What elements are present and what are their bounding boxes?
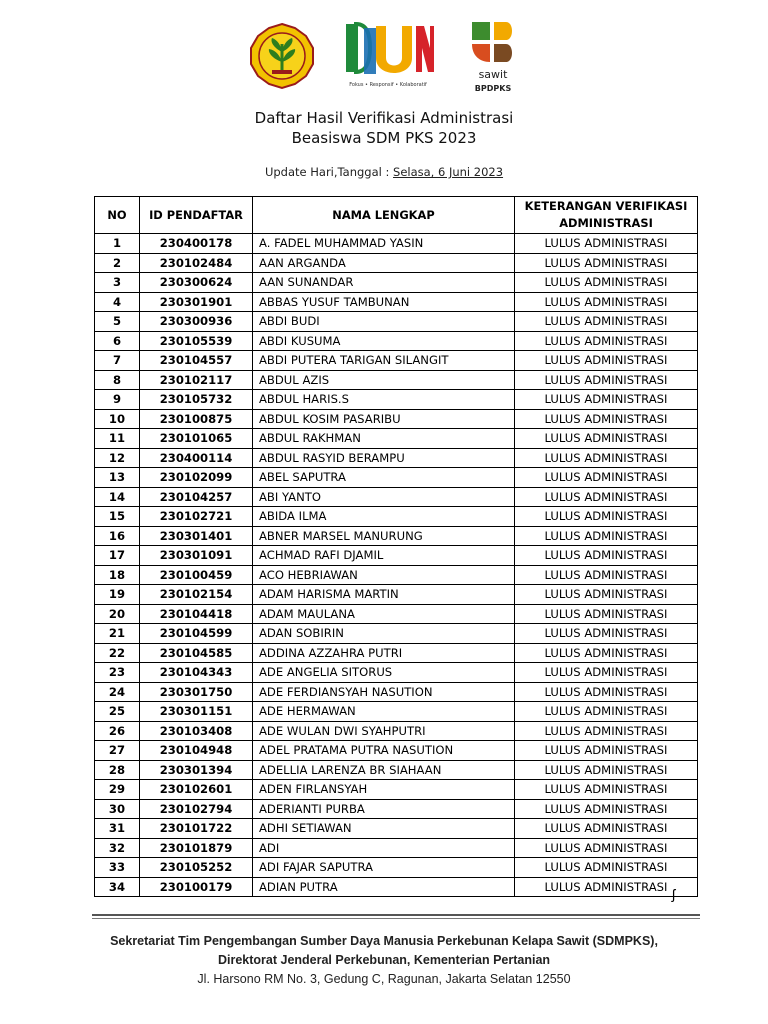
table-row <box>95 370 698 390</box>
row-name: ABEL SAPUTRA <box>253 468 515 488</box>
row-id: 230301401 <box>140 526 253 546</box>
row-keterangan: LULUS ADMINISTRASI <box>515 546 698 566</box>
row-keterangan: LULUS ADMINISTRASI <box>515 838 698 858</box>
table-row <box>95 234 698 254</box>
table-row <box>95 624 698 644</box>
row-no: 29 <box>95 780 140 800</box>
row-keterangan: LULUS ADMINISTRASI <box>515 702 698 722</box>
table-row <box>95 702 698 722</box>
row-id: 230400114 <box>140 448 253 468</box>
footer-line-1: Sekretariat Tim Pengembangan Sumber Daya Manusia Perkebunan Kelapa Sawit (SDMPKS), <box>110 934 658 948</box>
row-id: 230102484 <box>140 253 253 273</box>
row-name: ADE WULAN DWI SYAHPUTRI <box>253 721 515 741</box>
row-name: ADHI SETIAWAN <box>253 819 515 839</box>
header-no: NO <box>95 197 140 234</box>
footer-divider-thin <box>92 918 700 919</box>
row-name: ADIAN PUTRA <box>253 877 515 897</box>
row-id: 230100179 <box>140 877 253 897</box>
row-id: 230400178 <box>140 234 253 254</box>
row-no: 25 <box>95 702 140 722</box>
row-no: 14 <box>95 487 140 507</box>
row-id: 230104343 <box>140 663 253 683</box>
row-no: 30 <box>95 799 140 819</box>
table-row <box>95 585 698 605</box>
row-no: 8 <box>95 370 140 390</box>
row-no: 33 <box>95 858 140 878</box>
row-keterangan: LULUS ADMINISTRASI <box>515 565 698 585</box>
row-keterangan: LULUS ADMINISTRASI <box>515 234 698 254</box>
row-keterangan: LULUS ADMINISTRASI <box>515 877 698 897</box>
update-info <box>0 165 768 179</box>
row-no: 11 <box>95 429 140 449</box>
row-name: ADDINA AZZAHRA PUTRI <box>253 643 515 663</box>
row-keterangan: LULUS ADMINISTRASI <box>515 351 698 371</box>
row-id: 230102601 <box>140 780 253 800</box>
footer-address: Jl. Harsono RM No. 3, Gedung C, Ragunan, Jakarta Selatan 12550 <box>197 972 571 986</box>
table-row <box>95 565 698 585</box>
row-id: 230101879 <box>140 838 253 858</box>
ditjenbun-logo <box>342 18 434 98</box>
row-id: 230104585 <box>140 643 253 663</box>
header-keterangan <box>515 197 698 234</box>
row-name: ABDUL AZIS <box>253 370 515 390</box>
row-name: ABDUL RASYID BERAMPU <box>253 448 515 468</box>
table-row <box>95 663 698 683</box>
row-name: ADI <box>253 838 515 858</box>
row-name: ADAM MAULANA <box>253 604 515 624</box>
row-name: ABDI PUTERA TARIGAN SILANGIT <box>253 351 515 371</box>
row-name: ABBAS YUSUF TAMBUNAN <box>253 292 515 312</box>
row-keterangan: LULUS ADMINISTRASI <box>515 663 698 683</box>
row-no: 26 <box>95 721 140 741</box>
table-header-row <box>95 197 698 234</box>
table-row <box>95 799 698 819</box>
row-keterangan: LULUS ADMINISTRASI <box>515 390 698 410</box>
header-keterangan-line-2: ADMINISTRASI <box>559 216 653 230</box>
footer-divider <box>92 914 700 916</box>
row-no: 17 <box>95 546 140 566</box>
row-name: ACHMAD RAFI DJAMIL <box>253 546 515 566</box>
table-row <box>95 429 698 449</box>
table-row <box>95 273 698 293</box>
table-row <box>95 741 698 761</box>
row-keterangan: LULUS ADMINISTRASI <box>515 819 698 839</box>
row-id: 230100875 <box>140 409 253 429</box>
row-name: ADI FAJAR SAPUTRA <box>253 858 515 878</box>
row-keterangan: LULUS ADMINISTRASI <box>515 468 698 488</box>
table-row <box>95 858 698 878</box>
row-name: ADE HERMAWAN <box>253 702 515 722</box>
table-row <box>95 292 698 312</box>
table-row <box>95 526 698 546</box>
row-id: 230104257 <box>140 487 253 507</box>
document-title <box>0 108 768 148</box>
row-keterangan: LULUS ADMINISTRASI <box>515 624 698 644</box>
row-no: 19 <box>95 585 140 605</box>
row-name: AAN ARGANDA <box>253 253 515 273</box>
row-id: 230104418 <box>140 604 253 624</box>
row-id: 230101722 <box>140 819 253 839</box>
row-id: 230301091 <box>140 546 253 566</box>
row-no: 22 <box>95 643 140 663</box>
row-keterangan: LULUS ADMINISTRASI <box>515 409 698 429</box>
row-no: 20 <box>95 604 140 624</box>
row-keterangan: LULUS ADMINISTRASI <box>515 507 698 527</box>
row-keterangan: LULUS ADMINISTRASI <box>515 643 698 663</box>
table-row <box>95 390 698 410</box>
row-keterangan: LULUS ADMINISTRASI <box>515 799 698 819</box>
row-no: 23 <box>95 663 140 683</box>
row-keterangan: LULUS ADMINISTRASI <box>515 721 698 741</box>
row-keterangan: LULUS ADMINISTRASI <box>515 312 698 332</box>
row-name: ADE FERDIANSYAH NASUTION <box>253 682 515 702</box>
row-no: 28 <box>95 760 140 780</box>
row-name: ADAN SOBIRIN <box>253 624 515 644</box>
row-name: ADE ANGELIA SITORUS <box>253 663 515 683</box>
row-name: ADEL PRATAMA PUTRA NASUTION <box>253 741 515 761</box>
row-id: 230101065 <box>140 429 253 449</box>
row-keterangan: LULUS ADMINISTRASI <box>515 585 698 605</box>
table-row <box>95 409 698 429</box>
row-id: 230104557 <box>140 351 253 371</box>
table-row <box>95 877 698 897</box>
title-line-2: Beasiswa SDM PKS 2023 <box>291 129 477 147</box>
row-keterangan: LULUS ADMINISTRASI <box>515 253 698 273</box>
row-id: 230300936 <box>140 312 253 332</box>
table-body <box>95 234 698 897</box>
header-logos <box>0 18 768 93</box>
table-row <box>95 721 698 741</box>
row-id: 230102721 <box>140 507 253 527</box>
signature-mark: ʃ <box>672 886 676 902</box>
row-name: ABDUL RAKHMAN <box>253 429 515 449</box>
row-name: ACO HEBRIAWAN <box>253 565 515 585</box>
row-no: 32 <box>95 838 140 858</box>
row-id: 230105539 <box>140 331 253 351</box>
row-id: 230100459 <box>140 565 253 585</box>
row-name: ABDUL KOSIM PASARIBU <box>253 409 515 429</box>
row-id: 230105732 <box>140 390 253 410</box>
row-keterangan: LULUS ADMINISTRASI <box>515 682 698 702</box>
row-id: 230102154 <box>140 585 253 605</box>
table-row <box>95 507 698 527</box>
row-name: ADEN FIRLANSYAH <box>253 780 515 800</box>
table-row <box>95 760 698 780</box>
header-keterangan-line-1: KETERANGAN VERIFIKASI <box>524 199 688 213</box>
row-id: 230103408 <box>140 721 253 741</box>
row-name: ADELLIA LARENZA BR SIAHAAN <box>253 760 515 780</box>
row-keterangan: LULUS ADMINISTRASI <box>515 760 698 780</box>
table-row <box>95 546 698 566</box>
kementan-logo <box>248 22 316 90</box>
row-no: 12 <box>95 448 140 468</box>
header-name: NAMA LENGKAP <box>253 197 515 234</box>
row-no: 31 <box>95 819 140 839</box>
row-id: 230102117 <box>140 370 253 390</box>
row-no: 24 <box>95 682 140 702</box>
table-row <box>95 312 698 332</box>
row-keterangan: LULUS ADMINISTRASI <box>515 780 698 800</box>
title-line-1: Daftar Hasil Verifikasi Administrasi <box>254 109 514 127</box>
row-no: 7 <box>95 351 140 371</box>
row-no: 10 <box>95 409 140 429</box>
row-id: 230104599 <box>140 624 253 644</box>
footer-line-2: Direktorat Jenderal Perkebunan, Kementerian Pertanian <box>217 953 551 967</box>
row-id: 230102794 <box>140 799 253 819</box>
table-row <box>95 468 698 488</box>
row-no: 9 <box>95 390 140 410</box>
update-date: Selasa, 6 Juni 2023 <box>393 165 504 179</box>
row-no: 3 <box>95 273 140 293</box>
row-no: 5 <box>95 312 140 332</box>
table-row <box>95 643 698 663</box>
row-keterangan: LULUS ADMINISTRASI <box>515 448 698 468</box>
row-keterangan: LULUS ADMINISTRASI <box>515 331 698 351</box>
row-name: ABNER MARSEL MANURUNG <box>253 526 515 546</box>
row-keterangan: LULUS ADMINISTRASI <box>515 526 698 546</box>
row-keterangan: LULUS ADMINISTRASI <box>515 292 698 312</box>
row-name: ABDUL HARIS.S <box>253 390 515 410</box>
row-id: 230301750 <box>140 682 253 702</box>
ditjenbun-tagline: Fokus • Responsif • Kolaboratif <box>349 82 427 88</box>
table-row <box>95 838 698 858</box>
table-row <box>95 448 698 468</box>
row-no: 13 <box>95 468 140 488</box>
row-keterangan: LULUS ADMINISTRASI <box>515 370 698 390</box>
row-name: ABIDA ILMA <box>253 507 515 527</box>
row-no: 34 <box>95 877 140 897</box>
row-keterangan: LULUS ADMINISTRASI <box>515 858 698 878</box>
table-row <box>95 331 698 351</box>
row-name: A. FADEL MUHAMMAD YASIN <box>253 234 515 254</box>
row-id: 230300624 <box>140 273 253 293</box>
row-id: 230105252 <box>140 858 253 878</box>
table-row <box>95 819 698 839</box>
row-name: ABDI KUSUMA <box>253 331 515 351</box>
table-row <box>95 682 698 702</box>
row-name: ADAM HARISMA MARTIN <box>253 585 515 605</box>
table-row <box>95 351 698 371</box>
row-no: 18 <box>95 565 140 585</box>
row-keterangan: LULUS ADMINISTRASI <box>515 487 698 507</box>
row-id: 230301394 <box>140 760 253 780</box>
row-id: 230102099 <box>140 468 253 488</box>
header-id: ID PENDAFTAR <box>140 197 253 234</box>
table-row <box>95 780 698 800</box>
footer <box>0 932 768 989</box>
row-keterangan: LULUS ADMINISTRASI <box>515 273 698 293</box>
row-name: ABDI BUDI <box>253 312 515 332</box>
row-id: 230301901 <box>140 292 253 312</box>
row-keterangan: LULUS ADMINISTRASI <box>515 604 698 624</box>
verification-table <box>94 196 698 897</box>
table-row <box>95 253 698 273</box>
bpdpks-logo <box>466 20 520 98</box>
row-no: 27 <box>95 741 140 761</box>
row-id: 230104948 <box>140 741 253 761</box>
row-no: 1 <box>95 234 140 254</box>
row-no: 16 <box>95 526 140 546</box>
row-name: AAN SUNANDAR <box>253 273 515 293</box>
table-row <box>95 604 698 624</box>
bpdpks-logo-text2: BPDPKS <box>474 84 512 93</box>
row-keterangan: LULUS ADMINISTRASI <box>515 741 698 761</box>
row-name: ABI YANTO <box>253 487 515 507</box>
row-name: ADERIANTI PURBA <box>253 799 515 819</box>
row-no: 2 <box>95 253 140 273</box>
row-no: 6 <box>95 331 140 351</box>
row-no: 15 <box>95 507 140 527</box>
row-id: 230301151 <box>140 702 253 722</box>
update-label: Update Hari,Tanggal : <box>264 165 394 179</box>
row-no: 21 <box>95 624 140 644</box>
row-keterangan: LULUS ADMINISTRASI <box>515 429 698 449</box>
row-no: 4 <box>95 292 140 312</box>
table-row <box>95 487 698 507</box>
bpdpks-logo-text1: sawit <box>478 68 508 81</box>
